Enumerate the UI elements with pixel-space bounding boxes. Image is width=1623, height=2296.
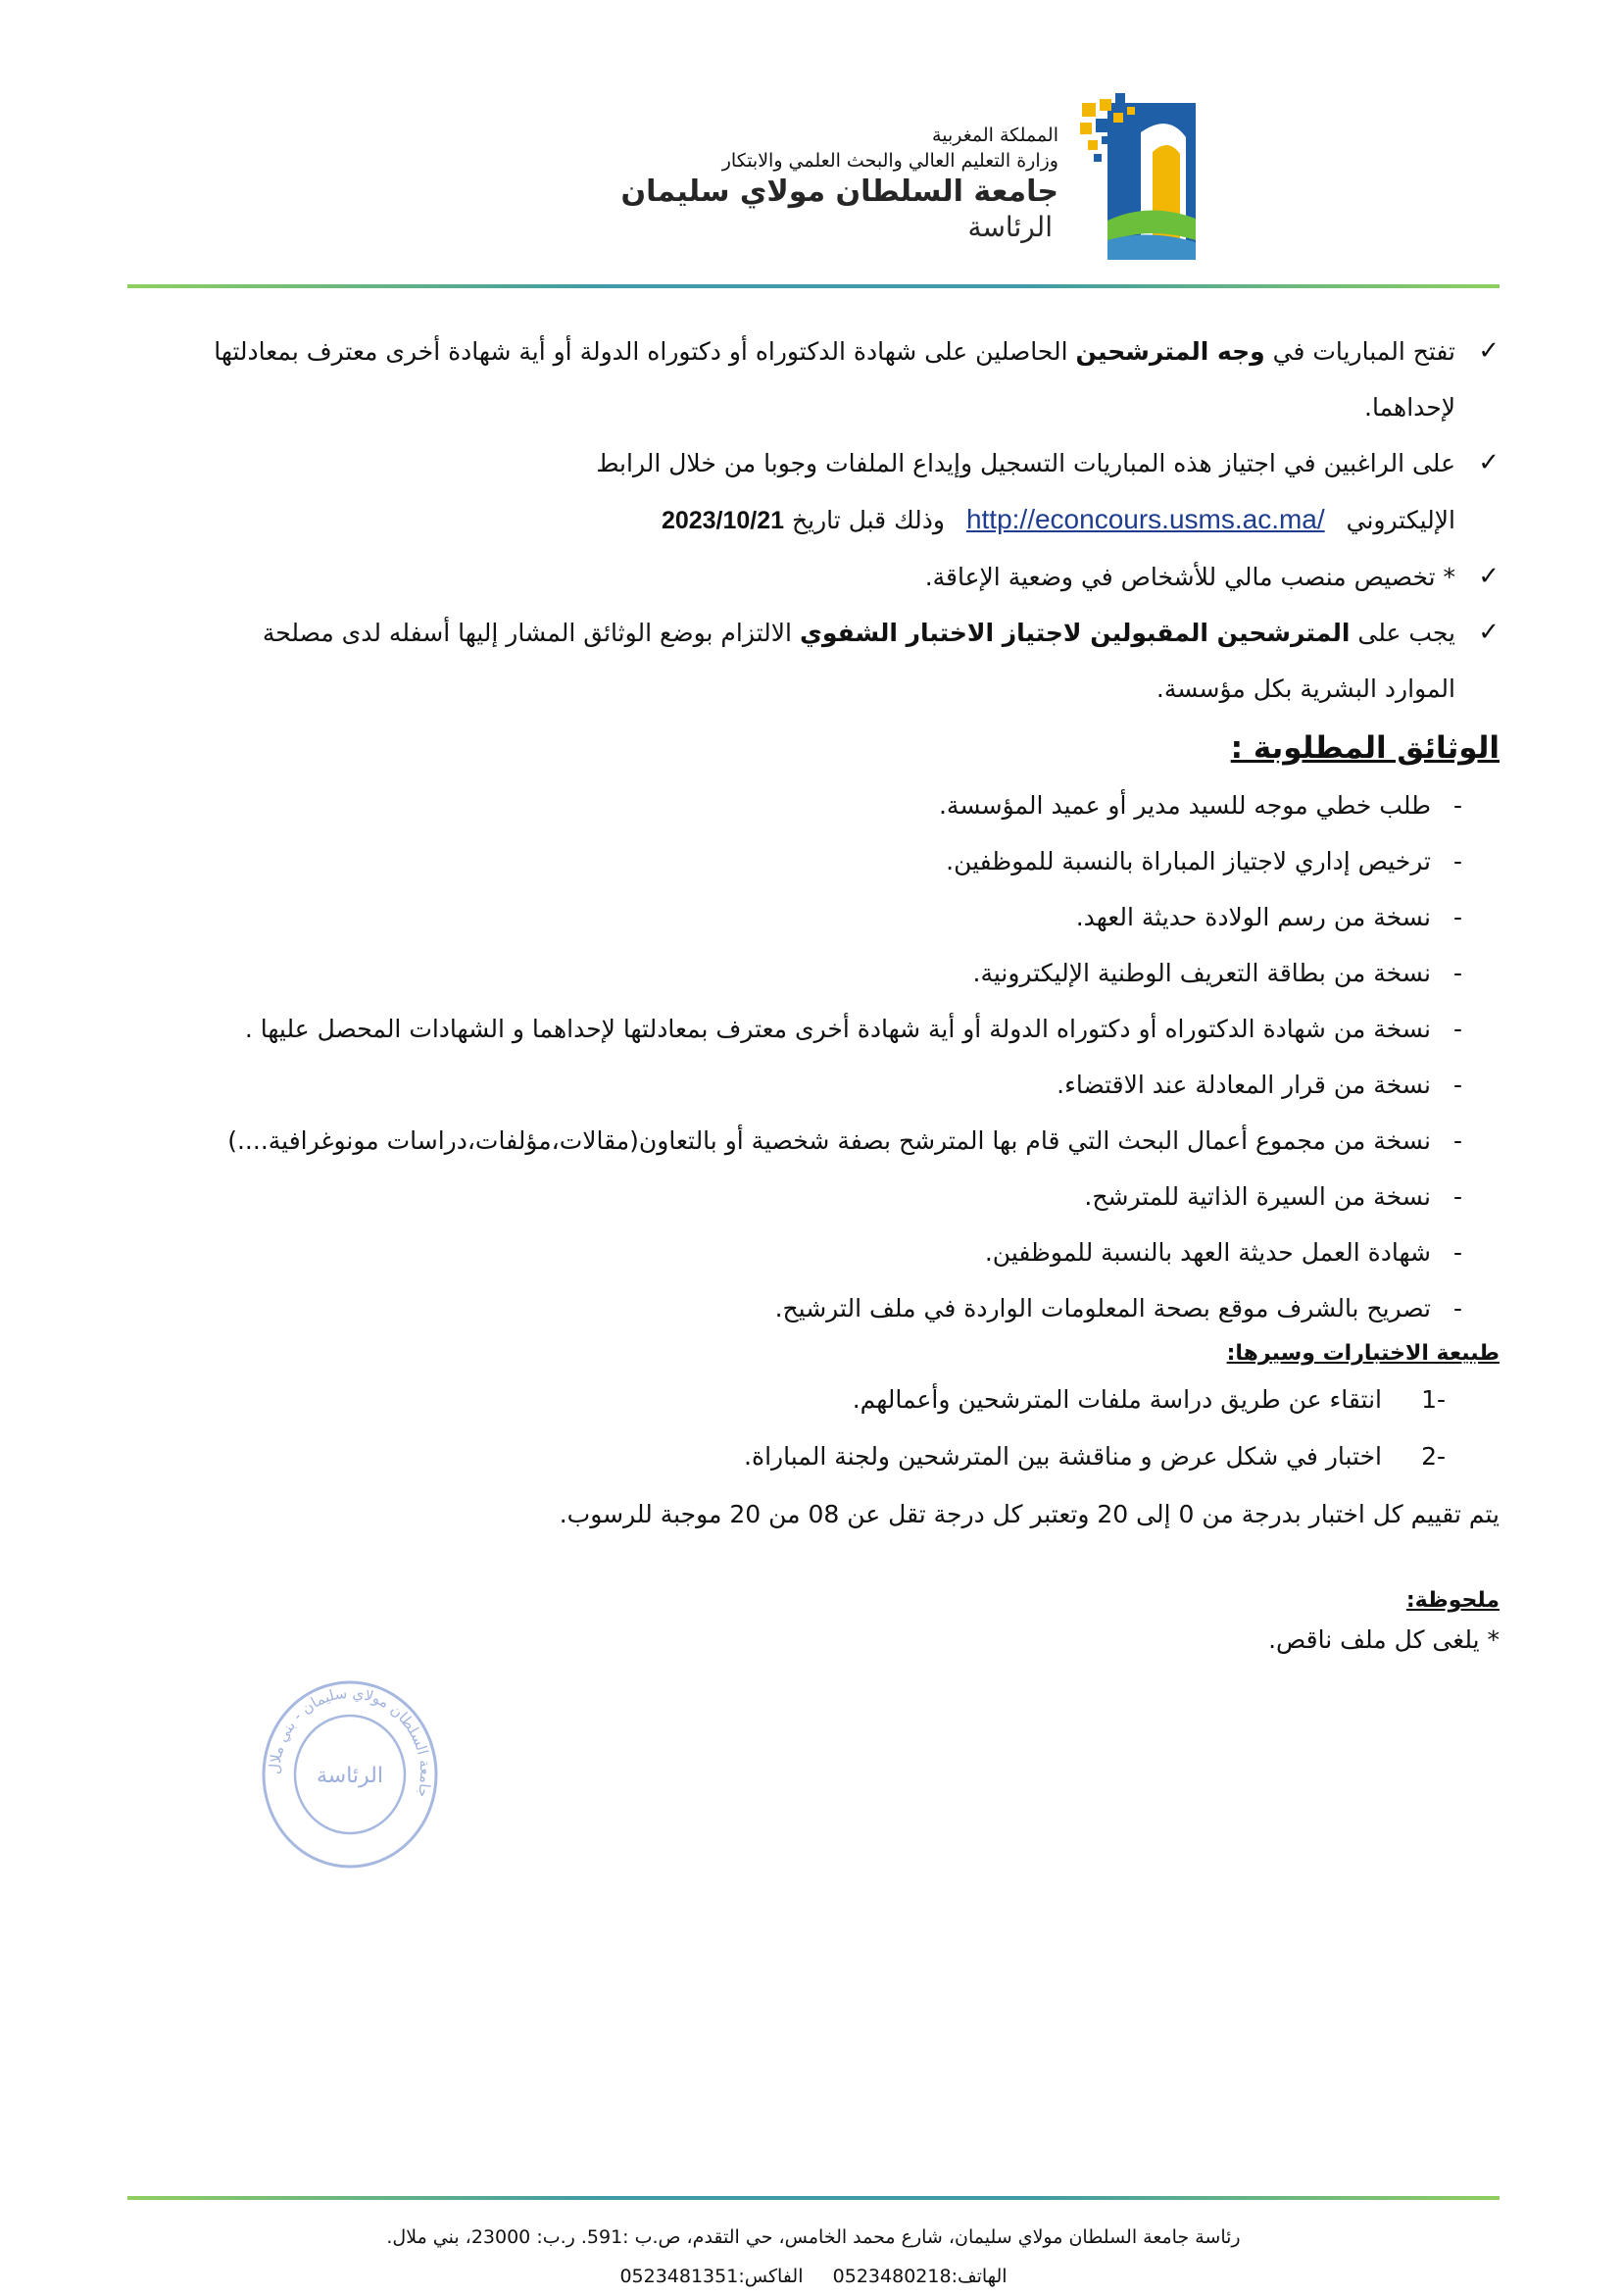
footer-contacts [294,2257,1333,2296]
deadline-date: 2023/10/21 [661,507,785,534]
list-item: - ترخيص إداري لاجتياز المباراة بالنسبة للموظفين. [946,847,1462,875]
list-item: -2 اختبار في شكل عرض و مناقشة بين المترشحين ولجنة المباراة. [744,1442,1446,1471]
bullet-item [186,549,1500,605]
tests-title: طبيعة الاختبارات وسيرها: [1226,1341,1500,1366]
bullet-text: الإليكتروني [1346,506,1455,534]
letterhead-text [620,123,1058,244]
list-item: - نسخة من السيرة الذاتية للمترشح. [1084,1182,1462,1211]
usms-logo-icon [1080,93,1196,260]
list-item: - نسخة من شهادة الدكتوراه أو دكتوراه الدولة أو أية شهادة أخرى معترف بمعادلتها لإحداهما و الشهادات المحصل عليها . [244,1015,1462,1043]
phone-label: الهاتف: [951,2266,1008,2287]
footer [294,2218,1333,2296]
bullet-text: الالتزام بوضع الوثائق المشار إليها أسفله لدى مصلحة الموارد البشرية بكل مؤسسة. [262,619,1455,703]
checkmark-icon: ✓ [1478,618,1500,647]
university-name: جامعة السلطان مولاي سليمان [620,175,1058,209]
note-title: ملحوظة: [1405,1588,1500,1613]
footer-address: رئاسة جامعة السلطان مولاي سليمان، شارع محمد الخامس، حي التقدم، ص.ب :591. ر.ب: 23000، بني ملال. [386,2226,1241,2248]
list-item: - نسخة من بطاقة التعريف الوطنية الإليكترونية. [972,959,1462,987]
bullet-item [186,324,1500,435]
bullet-text: على الراغبين في اجتياز هذه المباريات التسجيل وإيداع الملفات وجوبا من خلال الرابط [596,449,1455,477]
stamp-ring-text: جامعة السلطان مولاي سليمان - بني ملال [265,1683,435,1800]
note-text: * يلغى كل ملف ناقص. [1268,1625,1500,1654]
stamp-center-text: الرئاسة [316,1764,384,1788]
bullet-item [186,435,1500,549]
list-item: - طلب خطي موجه للسيد مدير أو عميد المؤسسة. [938,791,1462,820]
list-item: - شهادة العمل حديثة العهد بالنسبة للموظفين. [984,1238,1462,1267]
grading-text: يتم تقييم كل اختبار بدرجة من 0 إلى 20 وتعتبر كل درجة تقل عن 08 من 20 موجبة للرسوب. [559,1500,1500,1528]
registration-link[interactable]: http://econcours.usms.ac.ma/ [965,504,1325,534]
documents-title: الوثائق المطلوبة : [1230,730,1500,766]
stamp-icon [257,1676,443,1872]
list-item: -1 انتقاء عن طريق دراسة ملفات المترشحين وأعمالهم. [852,1385,1446,1414]
checkmark-icon: ✓ [1478,336,1500,366]
bullet-text: وذلك قبل تاريخ [792,506,945,534]
checkmark-icon: ✓ [1478,562,1500,591]
letterhead [588,93,1196,270]
presidency-label: الرئاسة [967,211,1053,243]
bullet-bold-text: المترشحين المقبولين لاجتياز الاختبار الشفوي [799,619,1351,647]
bullet-text: تفتح المباريات في [1264,337,1455,366]
footer-divider [127,2196,1500,2200]
tests-list [186,1372,1500,1485]
list-item: - نسخة من مجموع أعمال البحث التي قام بها المترشح بصفة شخصية أو بالتعاون(مقالات،مؤلفات،دراسات مونوغرافية....) [227,1126,1462,1155]
kingdom-label: المملكة المغربية [932,125,1058,146]
bullet-text: الحاصلين على شهادة الدكتوراه أو دكتوراه الدولة أو أية شهادة أخرى معترف بمعادلتها لإحداهما. [214,337,1455,422]
list-item: - نسخة من قرار المعادلة عند الاقتضاء. [1057,1071,1462,1099]
ministry-label: وزارة التعليم العالي والبحث العلمي والابتكار [721,150,1058,172]
list-item: - نسخة من رسم الولادة حديثة العهد. [1075,903,1462,931]
documents-list [186,777,1500,1336]
checkmark-icon: ✓ [1478,448,1500,477]
fax-number: 0523481351 [619,2266,739,2287]
fax-label: الفاكس: [738,2266,804,2287]
bullet-text: يجب على [1350,619,1455,647]
phone-number: 0523480218 [832,2266,952,2287]
bullet-bold-text: وجه المترشحين [1075,337,1265,366]
header-divider [127,284,1500,288]
main-content [186,324,1500,1662]
bullet-item [186,605,1500,717]
bullet-text: * تخصيص منصب مالي للأشخاص في وضعية الإعاقة. [924,563,1455,591]
list-item: - تصريح بالشرف موقع بصحة المعلومات الواردة في ملف الترشيح. [774,1294,1462,1323]
